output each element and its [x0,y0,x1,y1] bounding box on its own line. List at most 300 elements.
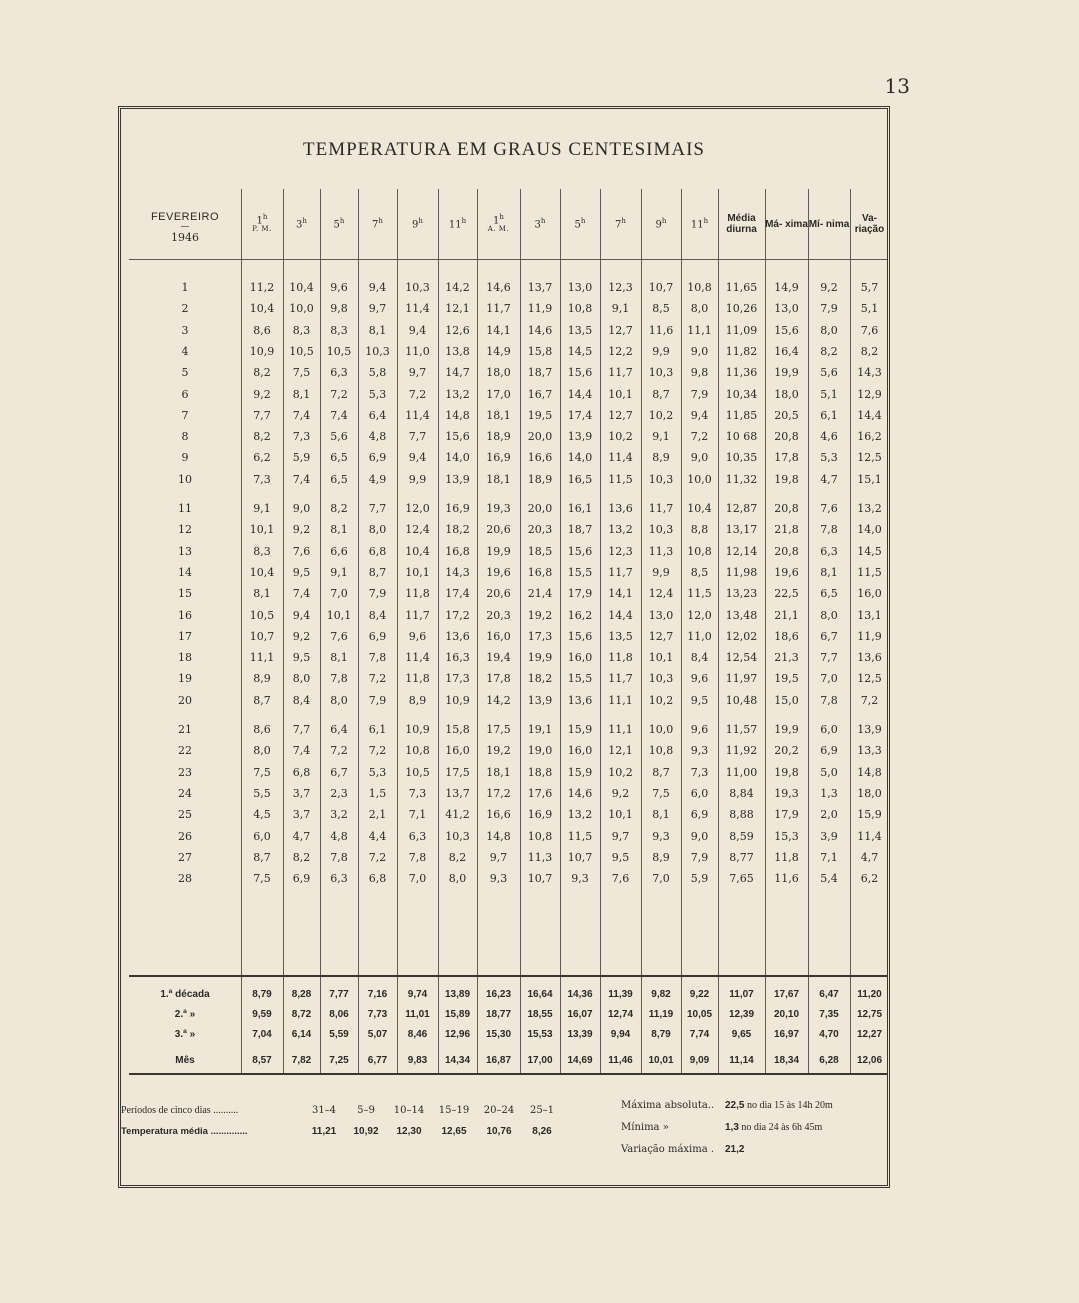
temperature-cell: 11,1 [249,651,275,665]
summary-cell: 7,04 [252,1029,272,1040]
temperature-cell: 7,3 [690,765,709,779]
summary-cell: 7,82 [291,1055,312,1066]
column-hour: 9 [412,219,419,231]
temperature-cell: 8,0 [820,323,838,337]
temperature-cell: 10,3 [648,523,674,537]
temperature-cell: 6,2 [860,872,879,886]
temperature-cell: 7,5 [253,765,271,779]
temperature-cell: 9,3 [489,872,508,886]
summary-cell: 12,06 [856,1055,883,1066]
summary-row [129,1029,887,1049]
temperature-cell: 4,7 [860,850,879,864]
temperature-cell: 2,3 [330,786,348,800]
temperature-cell: 4,9 [368,472,387,486]
day-number: 12 [178,523,192,537]
summary-cell: 12,74 [607,1009,634,1020]
day-number: 1 [181,281,189,294]
temperature-cell: 7,2 [408,387,427,401]
temperature-cell: 2,1 [368,808,387,822]
temperature-cell: 15,9 [857,808,882,822]
temperature-cell: 14,5 [567,344,593,358]
column-hour: 5 [333,219,340,231]
temperature-cell: 13,9 [527,693,553,707]
page-number: 13 [884,74,910,98]
summary-cell: 12,96 [444,1029,471,1040]
extreme-line [621,1144,744,1155]
summary-cell: 7,25 [329,1055,349,1066]
table-row [129,808,887,830]
temperature-cell: 10,8 [405,744,430,758]
column-header [520,189,560,259]
column-hour-suffix: h [703,216,709,225]
table-row [129,473,887,495]
temperature-cell: 7,8 [408,850,427,864]
temperature-cell: 13,6 [857,651,882,665]
day-number: 9 [181,451,189,465]
extreme-value: 21,2 [725,1144,745,1155]
temperature-cell: 8,8 [690,523,709,537]
temperature-cell: 8,9 [408,693,427,707]
temperature-cell: 11,97 [725,672,758,686]
temperature-cell: 9,0 [690,451,709,465]
temperature-cell: 6,7 [820,629,838,643]
temperature-cell: 16,2 [567,608,593,622]
summary-cell: 8,06 [329,1009,349,1020]
summary-row [129,1009,887,1029]
temperature-cell: 15,6 [567,544,593,558]
temperature-cell: 19,4 [486,651,511,665]
temperature-cell: 6,5 [820,587,838,601]
temperature-cell: 10,7 [567,850,593,864]
temperature-cell: 13,7 [527,281,553,294]
temperature-cell: 6,0 [253,829,271,843]
temperature-cell: 10,7 [249,629,275,643]
table-row [129,430,887,452]
temperature-cell: 12,4 [648,587,674,601]
temperature-cell: 10,48 [725,693,758,707]
temperature-cell: 5,7 [860,281,879,294]
temperature-cell: 11,09 [725,323,758,337]
temperature-cell: 12,5 [857,672,882,686]
temperature-cell: 11,1 [608,723,633,736]
temperature-cell: 7,8 [330,672,348,686]
temperature-cell: 6,3 [820,544,838,558]
temperature-cell: 8,5 [652,302,670,316]
period-mean: 11,21 [311,1126,337,1137]
column-header: Má- xima [765,218,808,230]
period-mean: 12,65 [441,1126,467,1137]
temperature-cell: 16,2 [857,430,882,444]
summary-cell: 8,28 [291,989,312,1000]
temperature-cell: 7,4 [330,408,348,422]
temperature-cell: 5,5 [253,786,271,800]
column-header [681,189,718,259]
temperature-cell: 19,2 [486,744,511,758]
temperature-cell: 18,7 [527,366,553,380]
temperature-cell: 15,6 [445,430,470,444]
temperature-cell: 7,7 [253,408,271,422]
temperature-cell: 8,3 [330,323,348,337]
day-number: 28 [178,872,192,886]
temperature-cell: 7,3 [253,472,271,486]
temperature-cell: 11,0 [405,344,430,358]
temperature-cell: 19,9 [527,651,553,665]
temperature-cell: 8,7 [652,765,670,779]
summary-cell: 9,83 [407,1055,428,1066]
summary-cell: 13,39 [567,1029,593,1040]
temperature-cell: 9,0 [690,829,709,843]
temperature-cell: 21,3 [774,651,799,665]
temperature-cell: 16,0 [567,744,593,758]
temperature-cell: 10,8 [567,302,593,316]
table-row [129,872,887,894]
column-hour: 11 [448,219,462,231]
temperature-cell: 12,9 [857,387,882,401]
temperature-cell: 8,1 [292,387,311,401]
day-number: 22 [178,744,192,758]
temperature-cell: 15,1 [857,472,882,486]
temperature-cell: 7,4 [292,408,311,422]
temperature-cell: 9,7 [489,850,508,864]
temperature-cell: 6,3 [408,829,427,843]
temperature-cell: 8,77 [729,850,754,864]
temperature-cell: 11,8 [405,672,430,686]
temperature-cell: 9,5 [292,565,311,579]
temperature-cell: 8,9 [652,451,670,465]
temperature-cell: 13,2 [567,808,593,822]
temperature-cell: 13,0 [648,608,674,622]
temperature-cell: 7,6 [860,323,879,337]
temperature-cell: 12,5 [857,451,882,465]
temperature-cell: 13,23 [725,587,758,601]
temperature-cell: 17,5 [445,765,470,779]
temperature-cell: 12,54 [725,651,758,665]
temperature-cell: 14,6 [486,281,511,294]
temperature-cell: 11,5 [857,565,882,579]
temperature-cell: 12,3 [608,281,633,294]
day-number: 14 [178,565,192,579]
temperature-cell: 10,0 [648,723,674,736]
temperature-cell: 17,4 [567,408,593,422]
summary-cell: 5,59 [329,1029,349,1040]
temperature-cell: 10,3 [648,472,674,486]
table-row [129,630,887,652]
temperature-cell: 1,3 [820,786,838,800]
temperature-cell: 11,9 [857,629,882,643]
summary-cell: 16,87 [485,1055,512,1066]
temperature-cell: 11,8 [405,587,430,601]
temperature-cell: 12,87 [725,502,758,515]
year-label: 1946 [171,231,199,244]
column-header: Mí- nima [808,218,850,230]
extreme-line [621,1100,833,1111]
temperature-cell: 6,9 [820,744,838,758]
temperature-cell: 41,2 [445,808,470,822]
temperature-cell: 11,9 [527,302,553,316]
table-row [129,744,887,766]
temperature-cell: 7,9 [368,693,387,707]
summary-cell: 8,46 [407,1029,428,1040]
column-header [438,189,477,259]
temperature-cell: 7,6 [292,544,311,558]
temperature-cell: 8,2 [253,366,271,380]
temperature-cell: 9,4 [408,323,427,337]
temperature-cell: 17,9 [774,808,799,822]
temperature-cell: 6,9 [292,872,311,886]
temperature-cell: 13,2 [857,502,882,515]
day-number: 6 [181,387,189,401]
temperature-cell: 14,6 [567,786,593,800]
column-header [397,189,438,259]
column-header [241,189,283,259]
summary-cell: 6,14 [291,1029,312,1040]
summary-cell: 7,73 [367,1009,388,1020]
temperature-cell: 8,84 [729,786,754,800]
temperature-cell: 19,9 [774,366,799,380]
temperature-cell: 9,1 [330,565,348,579]
temperature-cell: 10,4 [289,281,314,294]
temperature-cell: 14,4 [857,408,882,422]
temperature-cell: 11,57 [725,723,758,736]
temperature-cell: 20,5 [774,408,799,422]
column-header: Média diurna [726,213,757,235]
period-mean: 8,26 [532,1126,552,1137]
table-row [129,388,887,410]
temperature-cell: 3,7 [292,808,311,822]
temperature-cell: 14,2 [486,693,511,707]
temperature-cell: 8,3 [253,544,271,558]
temperature-cell: 12,7 [648,629,674,643]
summary-cell: 9,59 [252,1009,272,1020]
period-mean: 10,92 [353,1126,379,1137]
temperature-cell: 16,6 [486,808,511,822]
period-range: 25–1 [529,1105,555,1116]
temperature-cell: 13,6 [567,693,593,707]
temperature-cell: 20,0 [527,430,553,444]
temperature-cell: 9,3 [571,872,589,886]
day-number: 17 [178,629,192,643]
temperature-cell: 16,6 [527,451,553,465]
temperature-cell: 12,7 [608,408,633,422]
column-hour: 3 [296,219,303,231]
temperature-cell: 16,9 [486,451,511,465]
day-number: 11 [178,502,192,515]
summary-cell: 14,69 [567,1055,593,1066]
table-row [129,672,887,694]
temperature-cell: 8,88 [729,808,754,822]
summary-label: 3.ª » [174,1029,196,1040]
temperature-cell: 10,2 [608,430,633,444]
temperature-cell: 11,36 [725,366,758,380]
summary-cell: 13,89 [444,989,471,1000]
temperature-cell: 10,8 [648,744,674,758]
summary-cell: 16,07 [567,1009,593,1020]
temperature-cell: 5,9 [292,451,311,465]
temperature-cell: 5,3 [820,451,838,465]
temperature-cell: 5,1 [820,387,838,401]
temperature-cell: 11,7 [486,302,511,316]
temperature-cell: 9,1 [611,302,630,316]
summary-cell: 18,34 [773,1055,800,1066]
temperature-cell: 19,8 [774,472,799,486]
summary-cell: 9,74 [407,989,428,1000]
periods-label: Períodos de cinco dias .......... [121,1105,239,1116]
temperature-cell: 7,2 [368,744,387,758]
temperature-cell: 16,5 [567,472,593,486]
table-row [129,787,887,809]
temperature-cell: 4,5 [253,808,271,822]
table-row [129,851,887,873]
summary-cell: 11,19 [648,1009,674,1020]
temperature-cell: 4,8 [330,829,348,843]
temperature-cell: 7,1 [820,850,838,864]
summary-cell: 7,35 [819,1009,839,1020]
day-number: 19 [178,672,192,686]
temperature-cell: 17,6 [527,786,553,800]
temperature-cell: 14,1 [608,587,633,601]
temperature-cell: 7,9 [690,850,709,864]
summary-cell: 9,82 [651,989,671,1000]
temperature-cell: 7,9 [820,302,838,316]
temperature-cell: 17,4 [445,587,470,601]
summary-cell: 11,07 [729,989,754,1000]
table-row [129,723,887,745]
table-row [129,523,887,545]
temperature-cell: 11,1 [608,693,633,707]
temperature-cell: 20,0 [527,502,553,515]
temperature-cell: 1,5 [368,786,387,800]
temperature-cell: 5,8 [368,366,387,380]
temperature-cell: 5,0 [820,765,838,779]
temperature-cell: 17,0 [486,387,511,401]
temperature-cell: 8,9 [253,672,271,686]
month-dash: — [180,222,190,232]
temperature-cell: 8,7 [253,693,271,707]
temperature-cell: 12,6 [445,323,470,337]
temperature-cell: 14,0 [445,451,470,465]
temperature-cell: 14,0 [857,523,882,537]
day-number: 25 [178,808,192,822]
table-row [129,345,887,367]
temperature-cell: 7,6 [820,502,838,515]
temperature-cell: 10,1 [608,808,633,822]
temperature-cell: 8,6 [253,323,271,337]
period-range: 15–19 [438,1105,470,1116]
temperature-cell: 7,8 [368,651,387,665]
summary-cell: 11,46 [608,1055,633,1066]
temperature-cell: 9,4 [368,281,387,294]
temperature-cell: 19,5 [527,408,553,422]
temperature-cell: 18,2 [527,672,553,686]
temperature-cell: 10,7 [648,281,674,294]
temperature-cell: 7,7 [820,651,838,665]
temperature-cell: 13,2 [608,523,633,537]
temperature-cell: 6,1 [368,723,387,736]
temperature-cell: 6,0 [690,786,709,800]
temperature-cell: 19,8 [774,765,799,779]
column-hour-suffix: h [621,216,626,225]
temperature-cell: 8,1 [368,323,387,337]
header-rule [129,259,887,260]
column-hour-suffix: h [339,216,345,225]
temperature-cell: 11,98 [725,565,758,579]
temperature-cell: 7,8 [330,850,348,864]
temperature-cell: 7,0 [652,872,670,886]
temperature-cell: 11,6 [648,323,674,337]
temperature-cell: 18,9 [527,472,553,486]
temperature-cell: 9,4 [292,608,311,622]
temperature-cell: 11,8 [608,651,633,665]
temperature-cell: 6,8 [368,544,387,558]
temperature-cell: 5,9 [690,872,709,886]
temperature-cell: 13,17 [725,523,758,537]
temperature-cell: 10 68 [725,430,758,444]
temperature-cell: 8,2 [253,430,271,444]
column-period: P. M. [252,225,272,234]
temperature-cell: 16,7 [527,387,553,401]
day-number: 7 [181,408,189,422]
temperature-cell: 15,8 [527,344,553,358]
temperature-cell: 10,1 [405,565,430,579]
temperature-cell: 8,0 [820,608,838,622]
temperature-cell: 11,5 [567,829,593,843]
temperature-cell: 2,0 [820,808,838,822]
summary-label: Mês [175,1055,195,1066]
temperature-cell: 9,6 [330,281,348,294]
temperature-cell: 9,7 [408,366,427,380]
day-number: 8 [181,430,189,444]
summary-cell: 18,77 [485,1009,512,1020]
temperature-cell: 10,1 [608,387,633,401]
temperature-cell: 8,1 [330,651,348,665]
temperature-cell: 11,2 [249,281,275,294]
temperature-cell: 14,4 [567,387,593,401]
temperature-cell: 7,2 [368,850,387,864]
day-number: 21 [178,723,192,736]
temperature-cell: 10,9 [249,344,275,358]
temperature-cell: 11,82 [725,344,758,358]
temperature-cell: 14,3 [445,565,470,579]
summary-cell: 15,30 [485,1029,512,1040]
temperature-cell: 4,7 [292,829,311,843]
temperature-cell: 7,5 [253,872,271,886]
temperature-cell: 15,6 [567,629,593,643]
temperature-cell: 9,9 [652,344,670,358]
month-header [129,189,241,259]
temperature-cell: 16,8 [527,565,553,579]
temperature-cell: 9,8 [690,366,709,380]
column-hour: 3 [534,219,541,231]
period-range: 10–14 [393,1105,425,1116]
temperature-cell: 16,0 [445,744,470,758]
summary-rule [129,975,887,977]
temperature-cell: 20,8 [774,430,799,444]
temperature-cell: 10,34 [725,387,758,401]
temperature-cell: 3,7 [292,786,311,800]
table-row [129,302,887,324]
temperature-cell: 11,4 [857,829,882,843]
temperature-cell: 7,0 [330,587,348,601]
temperature-cell: 7,2 [860,693,879,707]
temperature-cell: 12,1 [445,302,470,316]
summary-cell: 20,10 [773,1009,800,1020]
table-row [129,545,887,567]
column-header [283,189,320,259]
summary-cell: 5,07 [367,1029,388,1040]
column-hour: 9 [655,219,662,231]
temperature-cell: 8,7 [652,387,670,401]
day-number: 3 [181,323,189,337]
